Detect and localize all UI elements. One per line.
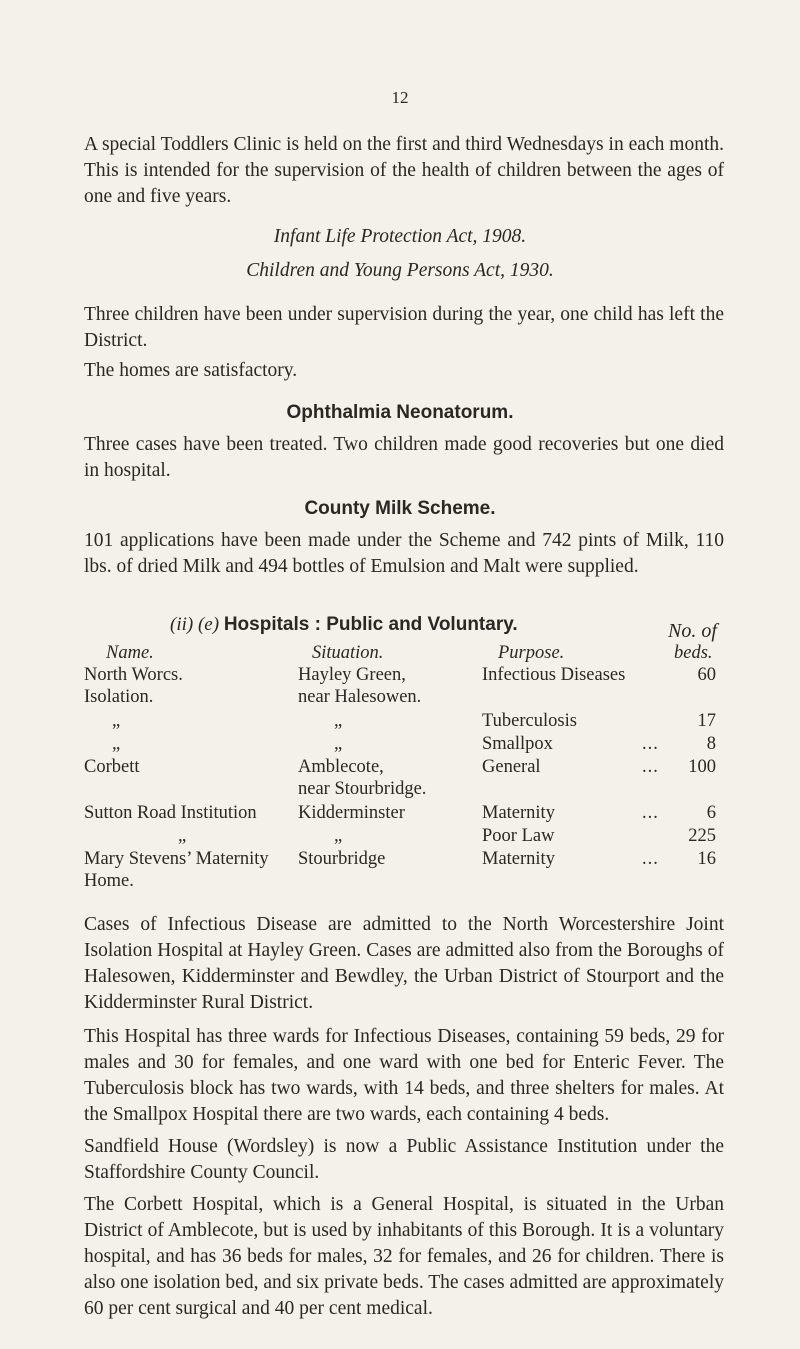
wards-paragraph: This Hospital has three wards for Infectious Diseases, containing 59 beds, 29 for males and 30 for females, and one ward with one bed for Enteric Fever. The Tuberculosis block has two wards, with 14 beds, and three shelters for males. At the Smallpox Hospital there are two wards, each containing 4 beds. [84,1026,724,1125]
table-row-1-situation: „ [334,711,343,731]
ophthalmia-paragraph: Three cases have been treated. Two children made good recoveries but one died in hospital. [84,434,724,481]
table-row-1-name: „ [112,711,121,731]
table-row-6-dots: ... [642,849,659,869]
table-row-1-beds: 17 [697,711,716,731]
table-row-6-purpose: Maternity [482,849,555,869]
table-row-3-dots: ... [642,757,659,777]
table-row-5-purpose: Poor Law [482,826,555,846]
table-row-1-purpose: Tuberculosis [482,711,577,731]
table-row-0-name-line2: Isolation. [84,687,154,707]
table-row-4-dots: ... [642,803,659,823]
infant-life-act-heading: Infant Life Protection Act, 1908. [273,226,527,247]
table-row-3-purpose: General [482,757,541,777]
page-number: 12 [391,88,409,107]
corbett-paragraph: The Corbett Hospital, which is a General Hospital, is situated in the Urban District of Amblecote, but is used by inhabitants of this Borough. It is a voluntary hospital, and has 36 beds for males, 32 for females, and 26 for children. There is also one isolation bed, and six private beds. The cases admitted are approximately 60 per cent surgical and 40 per cent medical. [84,1194,724,1319]
milk-scheme-heading: County Milk Scheme. [304,498,496,519]
table-row-2-name: „ [112,734,121,754]
table-row-0-situation: Hayley Green, [298,665,406,685]
table-row-6-name: Mary Stevens’ Maternity [84,849,269,869]
table-row-2-dots: ... [642,734,659,754]
hospitals-title-text: Hospitals : Public and Voluntary. [223,614,518,635]
toddlers-clinic-paragraph: A special Toddlers Clinic is held on the first and third Wednesdays in each month. This is intended for the supervision of the health of children between the ages of one and five years. [84,134,724,207]
table-row-5-name: „ [178,826,187,846]
table-row-4-beds: 6 [706,803,716,823]
table-row-4-purpose: Maternity [482,803,555,823]
supervision-paragraph: Three children have been under supervision during the year, one child has left the District. [84,304,724,351]
table-row-4-name: Sutton Road Institution [84,803,257,823]
table-row-0-situation-line2: near Halesowen. [298,687,422,707]
table-row-0-name: North Worcs. [84,665,183,685]
hospitals-title-prefix: (ii) (e) [170,614,220,635]
hospitals-title [170,614,518,636]
table-row-3-beds: 100 [688,757,716,777]
table-row-3-situation-line2: near Stourbridge. [298,779,427,799]
table-row-5-situation: „ [334,826,343,846]
table-row-2-beds: 8 [706,734,716,754]
table-row-5-beds: 225 [688,826,716,846]
table-row-6-name-line2: Home. [84,871,134,891]
beds-header-line2: beds. [674,643,713,663]
table-row-0-beds: 60 [697,665,716,685]
table-row-2-situation: „ [334,734,343,754]
beds-header-line1: No. of [668,620,717,642]
table-row-4-situation: Kidderminster [298,803,405,823]
table-row-3-name: Corbett [84,757,140,777]
homes-paragraph: The homes are satisfactory. [84,360,298,381]
name-header: Name. [106,643,154,663]
milk-scheme-paragraph: 101 applications have been made under the Scheme and 742 pints of Milk, 110 lbs. of dried Milk and 494 bottles of Emulsion and Malt were supplied. [84,530,724,577]
table-row-3-situation: Amblecote, [298,757,384,777]
children-act-heading: Children and Young Persons Act, 1930. [246,260,554,281]
table-row-6-beds: 16 [697,849,716,869]
ophthalmia-heading: Ophthalmia Neonatorum. [286,402,514,423]
table-row-2-purpose: Smallpox [482,734,553,754]
isolation-hospital-paragraph: Cases of Infectious Disease are admitted to the North Worcestershire Joint Isolation Hospital at Hayley Green. Cases are admitted also from the Boroughs of Halesowen, Kidderminster and Bewdley, the Urban District of Stourport and the Kidderminster Rural District. [84,914,724,1013]
table-row-6-situation: Stourbridge [298,849,386,869]
purpose-header: Purpose. [498,643,565,663]
sandfield-paragraph: Sandfield House (Wordsley) is now a Public Assistance Institution under the Staffordshire County Council. [84,1136,724,1183]
table-row-0-purpose: Infectious Diseases [482,665,626,685]
situation-header: Situation. [312,643,384,663]
